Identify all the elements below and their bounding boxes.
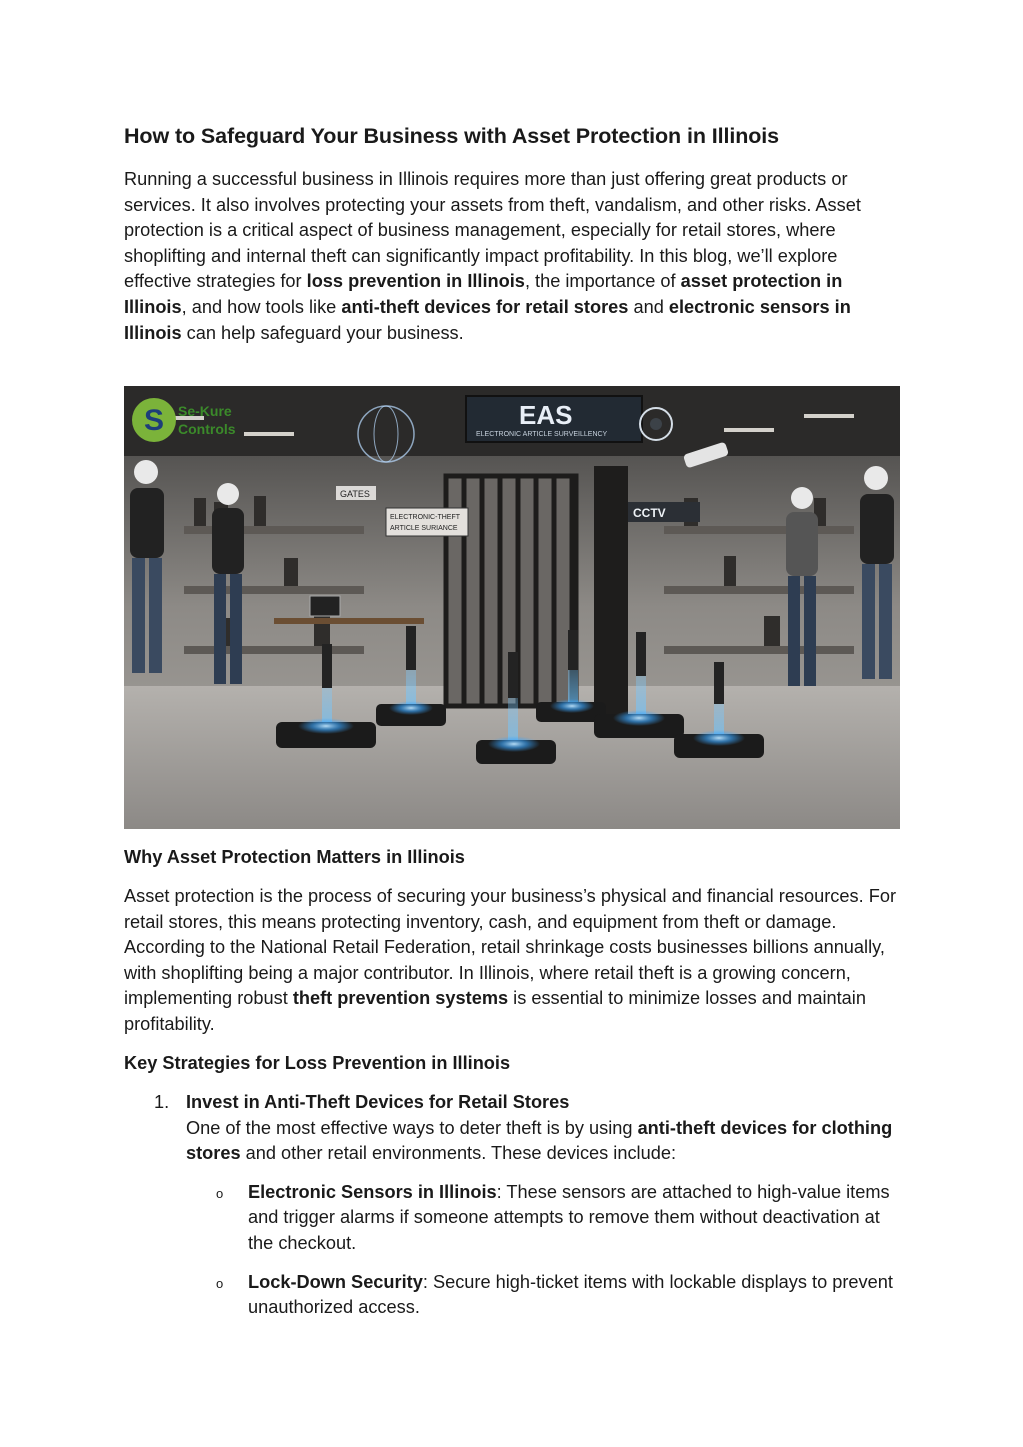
left-sign-line2: ARTICLE SURIANCE: [390, 525, 458, 532]
cctv-label: CCTV: [633, 506, 666, 520]
list-item: o Electronic Sensors in Illinois: These sensors are attached to high-value items and trigger alarms if someone attempts to remove them without deactivation at the checkout.: [216, 1181, 890, 1253]
bullet-marker: o: [216, 1185, 224, 1201]
device-list: [186, 1180, 902, 1321]
bold-term: anti-theft devices for clothing stores: [186, 1117, 893, 1164]
eas-sign-subtitle: ELECTRONIC ARTICLE SURVEILLENCY: [476, 431, 608, 438]
page-title: How to Safeguard Your Business with Asset Protection in Illinois: [124, 124, 780, 148]
bold-term: electronic sensors in Illinois: [124, 296, 851, 343]
hero-image: [124, 386, 900, 829]
bullet-marker: o: [216, 1275, 224, 1291]
logo-line1: Se-Kure: [178, 403, 232, 419]
list-item-title: Invest in Anti-Theft Devices for Retail Stores: [186, 1092, 570, 1112]
intro-paragraph: Running a successful business in Illinois requires more than just offering great products or services. It also involves protecting your assets from theft, vandalism, and other risks. Asset protection is a critical aspect of business management, especially for retail stores, where shoplifting and internal theft can significantly impact profitability. In this blog, we’ll explore effective strategies for loss prevention in Illinois, the importance of asset protection in Illinois, and how tools like anti-theft devices for retail stores and electronic sensors in Illinois can help safeguard your business.: [124, 169, 861, 343]
retail-store-illustration: [124, 386, 900, 829]
strategy-list: [124, 1090, 902, 1334]
svg-text:S: S: [144, 404, 165, 437]
bullet-title: Lock-Down Security: [248, 1271, 423, 1292]
section-paragraph-why: Asset protection is the process of securing your business’s physical and financial resources. For retail stores, this means protecting inventory, cash, and equipment from theft or damage. According to the National Retail Federation, retail shrinkage costs businesses billions annually, with shoplifting being a major contributor. In Illinois, where retail theft is a growing concern, implementing robust theft prevention systems is essential to minimize losses and maintain profitability.: [124, 886, 897, 1034]
list-item: 1. Invest in Anti-Theft Devices for Retail Stores One of the most effective ways to deter theft is by using anti-theft devices for clothing stores and other retail environments. These devices include: o Electronic Sensors in Illinois: These sensors are attached to high-value items and trigger alarms if someone attempts to remove them without deactivation at the checkout. o Lock-Down Security: Secure high-ticket items with lockable displays to prevent unauthorized access.: [124, 1090, 902, 1321]
bold-term: anti-theft devices for retail stores: [341, 296, 629, 317]
section-heading-why: Why Asset Protection Matters in Illinois: [124, 847, 465, 867]
section-heading-strategies: Key Strategies for Loss Prevention in Illinois: [124, 1053, 511, 1073]
logo-line2: Controls: [178, 421, 236, 437]
bold-term: theft prevention systems: [292, 988, 509, 1009]
bold-term: asset protection in Illinois: [124, 271, 843, 317]
list-number: 1.: [154, 1092, 170, 1112]
bold-term: loss prevention in Illinois: [306, 271, 525, 292]
left-sign-line1: ELECTRONIC-THEFT: [390, 514, 460, 521]
gates-label: GATES: [340, 489, 370, 499]
bullet-title: Electronic Sensors in Illinois: [248, 1181, 497, 1202]
eas-sign-title: EAS: [519, 400, 573, 430]
list-item: o Lock-Down Security: Secure high-ticket items with lockable displays to prevent unauthorized access.: [216, 1271, 893, 1318]
